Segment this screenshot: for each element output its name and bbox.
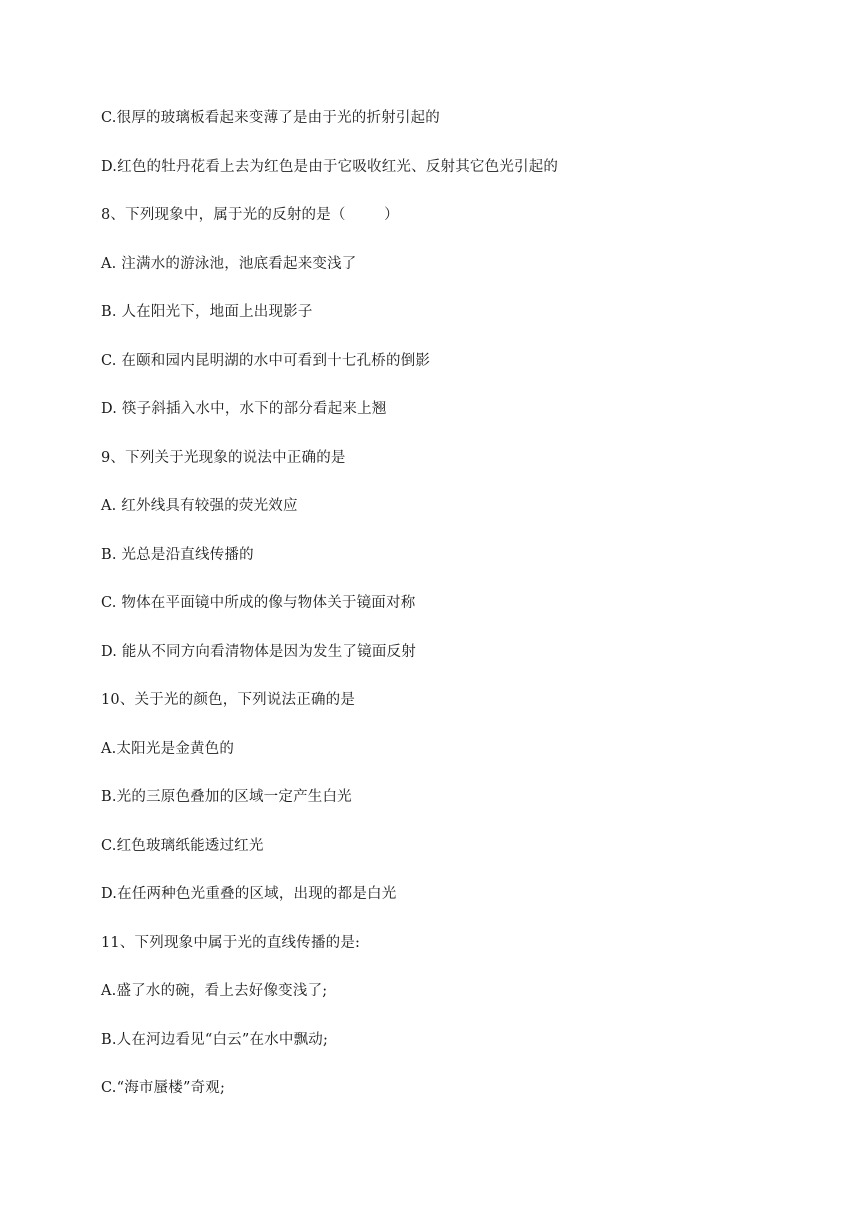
option-7d: D.红色的牡丹花看上去为红色是由于它吸收红光、反射其它色光引起的 (101, 158, 559, 175)
option-8d: D. 筷子斜插入水中，水下的部分看起来上翘 (101, 401, 387, 417)
question-8: 8、下列现象中，属于光的反射的是（ ） (101, 207, 399, 223)
option-10b: B.光的三原色叠加的区域一定产生白光 (101, 789, 352, 805)
document-content (101, 104, 781, 1123)
option-9a: A. 红外线具有较强的荧光效应 (101, 498, 298, 514)
question-9: 9、下列关于光现象的说法中正确的是 (101, 449, 346, 466)
question-10: 10、关于光的颜色，下列说法正确的是 (101, 692, 356, 708)
question-11: 11、下列现象中属于光的直线传播的是: (101, 934, 361, 951)
option-10c: C.红色玻璃纸能透过红光 (101, 837, 264, 854)
option-11c: C.“海市蜃楼”奇观; (101, 1080, 226, 1096)
option-9d: D. 能从不同方向看清物体是因为发生了镜面反射 (101, 643, 416, 660)
option-10d: D.在任两种色光重叠的区域，出现的都是白光 (101, 886, 397, 902)
option-8b: B. 人在阳光下，地面上出现影子 (101, 304, 313, 320)
option-11b: B.人在河边看见“白云”在水中飘动; (101, 1031, 329, 1048)
option-9c: C. 物体在平面镜中所成的像与物体关于镜面对称 (101, 595, 416, 611)
option-8c: C. 在颐和园内昆明湖的水中可看到十七孔桥的倒影 (101, 352, 431, 369)
option-7c: C.很厚的玻璃板看起来变薄了是由于光的折射引起的 (101, 110, 440, 126)
option-9b: B. 光总是沿直线传播的 (101, 546, 254, 563)
option-8a: A. 注满水的游泳池，池底看起来变浅了 (101, 255, 357, 272)
option-10a: A.太阳光是金黄色的 (101, 740, 235, 757)
option-11a: A.盛了水的碗，看上去好像变浅了; (101, 983, 328, 999)
